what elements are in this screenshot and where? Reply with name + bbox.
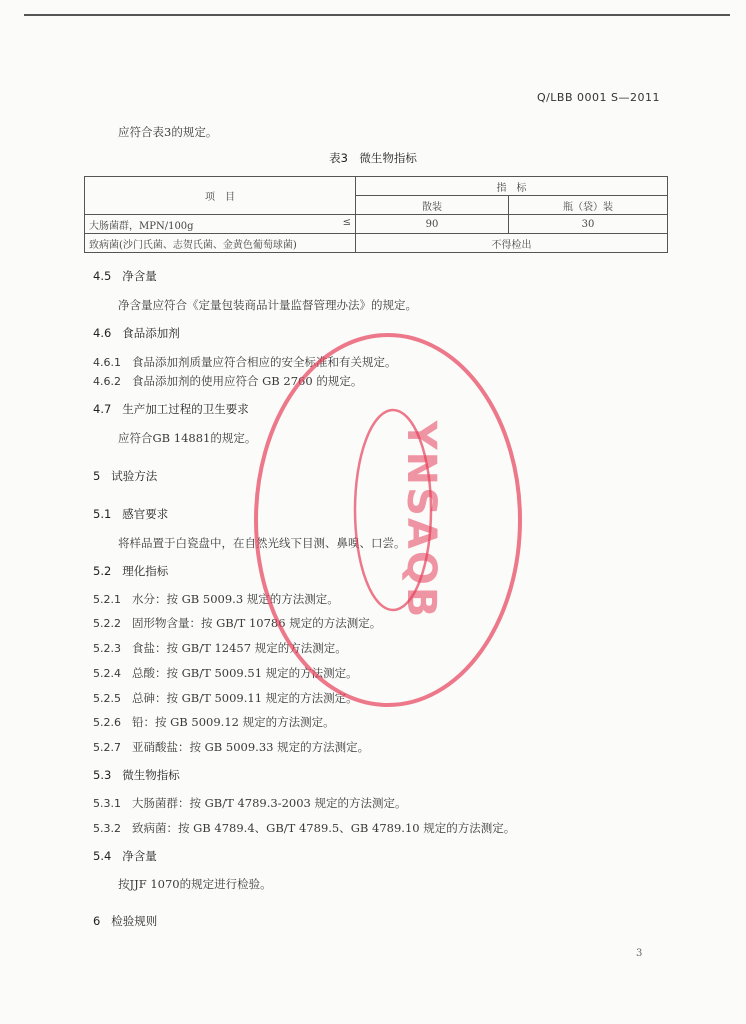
header-item: 项 目 xyxy=(85,177,356,215)
clause-number: 5.2.3 xyxy=(93,642,121,655)
clause xyxy=(93,820,515,836)
table-header-row xyxy=(85,177,668,196)
section-heading xyxy=(93,401,249,417)
clause-text: 致病菌：按 GB 4789.4、GB/T 4789.5、GB 4789.10 规定的方法测定。 xyxy=(131,821,516,835)
section-heading xyxy=(93,563,168,579)
clause-number: 4.6.2 xyxy=(93,375,121,388)
clause-number: 4.6.1 xyxy=(93,356,121,369)
section-number: 4.5 xyxy=(93,269,112,283)
section-heading xyxy=(93,767,180,783)
section-heading xyxy=(93,268,157,284)
section-number: 5.1 xyxy=(93,507,112,521)
clause xyxy=(93,690,358,706)
clause-number: 5.2.2 xyxy=(93,617,121,630)
document-code: Q/LBB 0001 S—2011 xyxy=(536,91,660,104)
clause-number: 5.2.7 xyxy=(93,741,121,754)
table-cell-item: 致病菌(沙门氏菌、志贺氏菌、金黄色葡萄球菌) xyxy=(85,234,356,253)
clause-text: 亚硝酸盐：按 GB 5009.33 规定的方法测定。 xyxy=(131,740,370,754)
table-title: 表3 微生物指标 xyxy=(329,151,417,165)
section-title: 生产加工过程的卫生要求 xyxy=(122,402,249,416)
section-number: 5.2 xyxy=(93,564,112,578)
section-title: 食品添加剂 xyxy=(122,326,180,340)
chapter-heading xyxy=(93,468,157,484)
intro-text: 应符合表3的规定。 xyxy=(118,125,218,139)
clause-text: 水分：按 GB 5009.3 规定的方法测定。 xyxy=(131,592,339,606)
clause-number: 5.2.5 xyxy=(93,692,121,705)
clause-number: 5.3.1 xyxy=(93,797,121,810)
clause-text: 食品添加剂的使用应符合 GB 2760 的规定。 xyxy=(131,374,363,388)
section-heading xyxy=(93,848,157,864)
header-rule xyxy=(24,14,730,16)
paragraph: 按JJF 1070的规定进行检验。 xyxy=(118,877,272,891)
chapter-number: 6 xyxy=(93,914,101,928)
clause-number: 5.2.6 xyxy=(93,716,121,729)
table-cell-bottled: 30 xyxy=(509,215,668,234)
section-number: 5.4 xyxy=(93,849,112,863)
section-title: 净含量 xyxy=(122,269,157,283)
table-cell-item xyxy=(85,215,356,234)
clause-text: 总酸：按 GB/T 5009.51 规定的方法测定。 xyxy=(131,666,358,680)
chapter-heading xyxy=(93,913,157,929)
seal-inner-oval xyxy=(355,410,431,610)
chapter-title: 试验方法 xyxy=(111,469,158,483)
table-cell-merged: 不得检出 xyxy=(356,234,668,253)
clause xyxy=(93,739,369,755)
clause-text: 总砷：按 GB/T 5009.11 规定的方法测定。 xyxy=(131,691,358,705)
paragraph: 净含量应符合《定量包装商品计量监督管理办法》的规定。 xyxy=(118,298,417,312)
microbial-table xyxy=(84,176,668,253)
section-number: 4.6 xyxy=(93,326,112,340)
page-number: 3 xyxy=(636,948,643,959)
clause-number: 5.2.4 xyxy=(93,667,121,680)
clause xyxy=(93,665,358,681)
chapter-title: 检验规则 xyxy=(111,914,158,928)
clause xyxy=(93,354,396,370)
row-item-label: 大肠菌群，MPN/100g xyxy=(89,220,194,232)
paragraph: 将样品置于白瓷盘中，在自然光线下目测、鼻嗅、口尝。 xyxy=(118,536,406,550)
clause xyxy=(93,373,362,389)
clause xyxy=(93,640,347,656)
section-heading xyxy=(93,506,168,522)
chapter-number: 5 xyxy=(93,469,101,483)
clause-text: 铅：按 GB 5009.12 规定的方法测定。 xyxy=(131,715,335,729)
seal-code-text: YNSAQB xyxy=(398,420,444,620)
section-number: 4.7 xyxy=(93,402,112,416)
clause-text: 固形物含量：按 GB/T 10786 规定的方法测定。 xyxy=(131,616,382,630)
clause xyxy=(93,714,335,730)
table-row xyxy=(85,215,668,234)
clause-text: 大肠菌群：按 GB/T 4789.3-2003 规定的方法测定。 xyxy=(131,796,407,810)
row-operator: ≤ xyxy=(342,216,351,228)
header-bulk: 散装 xyxy=(356,196,509,215)
section-title: 微生物指标 xyxy=(122,768,180,782)
header-bottled: 瓶（袋）装 xyxy=(509,196,668,215)
header-indicator: 指 标 xyxy=(356,177,668,196)
section-title: 理化指标 xyxy=(122,564,169,578)
clause-text: 食品添加剂质量应符合相应的安全标准和有关规定。 xyxy=(131,355,397,369)
clause-text: 食盐：按 GB/T 12457 规定的方法测定。 xyxy=(131,641,347,655)
section-title: 净含量 xyxy=(122,849,157,863)
paragraph: 应符合GB 14881的规定。 xyxy=(118,431,257,445)
clause xyxy=(93,615,381,631)
clause-number: 5.2.1 xyxy=(93,593,121,606)
section-heading xyxy=(93,325,180,341)
section-number: 5.3 xyxy=(93,768,112,782)
clause-number: 5.3.2 xyxy=(93,822,121,835)
clause xyxy=(93,591,339,607)
table-cell-bulk: 90 xyxy=(356,215,509,234)
clause xyxy=(93,795,407,811)
section-title: 感官要求 xyxy=(122,507,169,521)
table-row xyxy=(85,234,668,253)
